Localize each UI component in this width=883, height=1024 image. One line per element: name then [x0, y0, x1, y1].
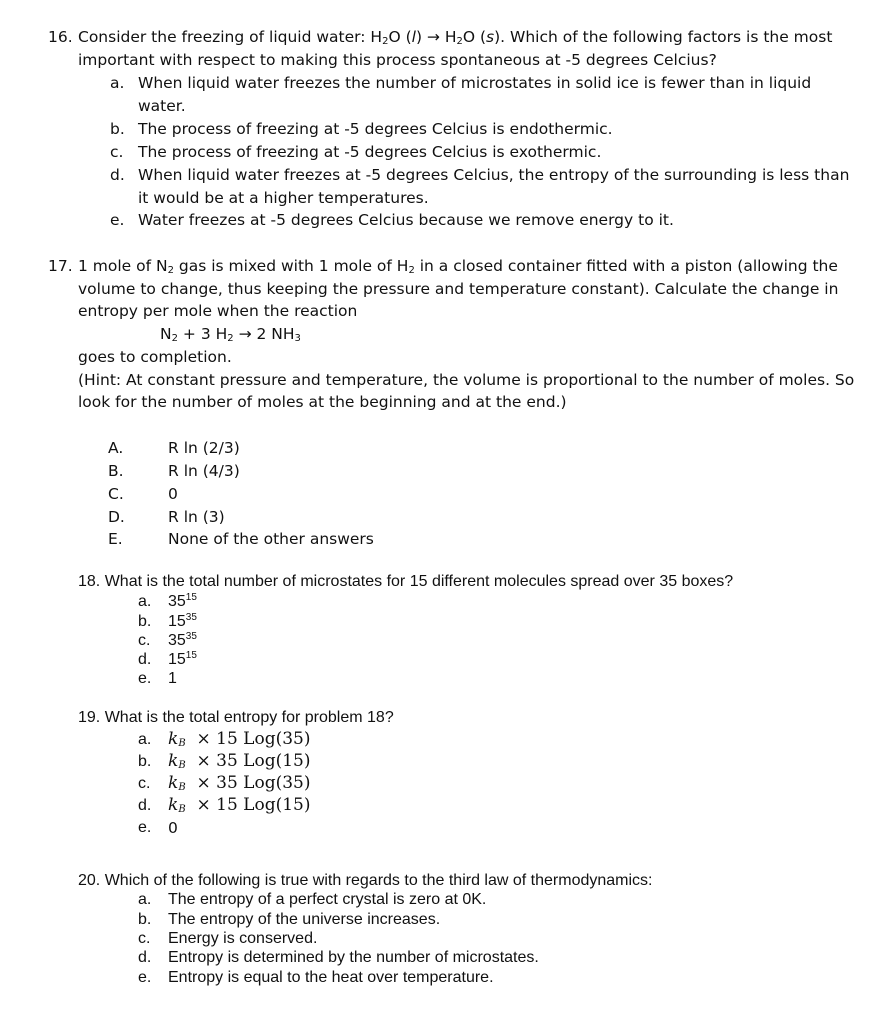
q18-option-value: $35^{35}$ — [168, 631, 197, 649]
q18-option-letter: e. — [138, 670, 152, 687]
q16-option-letter: e. — [110, 211, 125, 229]
q17-stem-line5: goes to completion. — [78, 348, 232, 366]
q17-option-text: R ln (4/3) — [168, 462, 240, 480]
q17-number: 17. — [48, 257, 73, 275]
q17-option-text: R ln (2/3) — [168, 439, 240, 457]
q16-option-letter: c. — [110, 143, 124, 161]
q17-option-letter: D. — [108, 508, 125, 526]
q18-option-value: $35^{15}$ — [168, 592, 197, 610]
q19-option-expression: $k_B \times 35$ Log(15) — [168, 751, 311, 771]
q19-option-letter: c. — [138, 775, 151, 792]
q16-option-text: The process of freezing at -5 degrees Celcius is endothermic. — [138, 120, 613, 138]
q17-option-letter: C. — [108, 485, 124, 503]
q17-option-letter: B. — [108, 462, 124, 480]
q20-stem: 20. Which of the following is true with regards to the third law of thermodynamics: — [78, 872, 653, 889]
q16-stem-line1: Consider the freezing of liquid water: $H_2O$ $(l) \to H_2O$ (s). Which of the following factors is the most — [78, 28, 833, 47]
q16-option-letter: b. — [110, 120, 125, 138]
q19-option-letter: b. — [138, 753, 152, 770]
q18-option-letter: c. — [138, 632, 151, 649]
q19-option-expression: $k_B \times 15$ Log(15) — [168, 795, 311, 815]
q20-option-text: Entropy is equal to the heat over temperature. — [168, 969, 494, 986]
q18-option-letter: a. — [138, 593, 152, 610]
q20-option-text: Entropy is determined by the number of microstates. — [168, 949, 539, 966]
q18-option-value: $15^{35}$ — [168, 612, 197, 630]
q17-option-letter: E. — [108, 530, 123, 548]
q18-option-value: $15^{15}$ — [168, 650, 197, 668]
q19-stem: 19. What is the total entropy for problem 18? — [78, 709, 394, 726]
q16-option-text: Water freezes at -5 degrees Celcius because we remove energy to it. — [138, 211, 674, 229]
q17-option-text: R ln (3) — [168, 508, 225, 526]
q16-option-text: The process of freezing at -5 degrees Celcius is exothermic. — [138, 143, 602, 161]
q18-stem: 18. What is the total number of microstates for 15 different molecules spread over 35 boxes? — [78, 573, 734, 590]
q17-option-text: None of the other answers — [168, 530, 374, 548]
q17-option-text: 0 — [168, 485, 178, 503]
q16-number: 16. — [48, 28, 73, 46]
q17-hint-line2: look for the number of moles at the beginning and at the end.) — [78, 393, 567, 411]
q19-option-expression: $k_B \times 15$ Log(35) — [168, 729, 311, 749]
q16-option-text: When liquid water freezes at -5 degrees Celcius, the entropy of the surrounding is less than — [138, 166, 850, 184]
q19-option-expression: $k_B \times 35$ Log(35) — [168, 773, 311, 793]
q20-option-letter: a. — [138, 891, 152, 908]
q16-option-letter: d. — [110, 166, 125, 184]
q16-option-text: it would be at a higher temperatures. — [138, 189, 429, 207]
q17-stem-line2: volume to change, thus keeping the pressure and temperature constant). Calculate the change in — [78, 280, 839, 298]
q17-stem-line3: entropy per mole when the reaction — [78, 302, 358, 320]
q17-hint-line1: (Hint: At constant pressure and temperature, the volume is proportional to the number of moles. So — [78, 371, 855, 389]
q19-option-expression: 0 — [168, 819, 178, 837]
q20-option-text: Energy is conserved. — [168, 930, 318, 947]
q20-option-text: The entropy of the universe increases. — [168, 911, 441, 928]
q18-option-letter: d. — [138, 651, 152, 668]
q18-option-value: 1 — [168, 670, 177, 687]
q17-reaction-equation: $N_2 + 3$ $H_2 \to 2$ $NH_3$ — [160, 325, 301, 344]
q20-option-letter: e. — [138, 969, 152, 986]
q18-option-letter: b. — [138, 613, 152, 630]
q16-stem-line2: important with respect to making this process spontaneous at -5 degrees Celcius? — [78, 51, 717, 69]
q20-option-letter: b. — [138, 911, 152, 928]
q20-option-letter: d. — [138, 949, 152, 966]
q16-option-text: When liquid water freezes the number of microstates in solid ice is fewer than in liquid — [138, 74, 812, 92]
q20-option-letter: c. — [138, 930, 151, 947]
q17-option-letter: A. — [108, 439, 124, 457]
q19-option-letter: d. — [138, 797, 152, 814]
q20-option-text: The entropy of a perfect crystal is zero at 0K. — [168, 891, 487, 908]
q17-stem-line1: 1 mole of $N_2$ gas is mixed with 1 mole of $H_2$ in a closed container fitted with a piston (allowing the — [78, 257, 838, 276]
q16-option-text: water. — [138, 97, 186, 115]
q19-option-letter: a. — [138, 731, 152, 748]
q19-option-letter: e. — [138, 819, 152, 836]
q16-option-letter: a. — [110, 74, 125, 92]
